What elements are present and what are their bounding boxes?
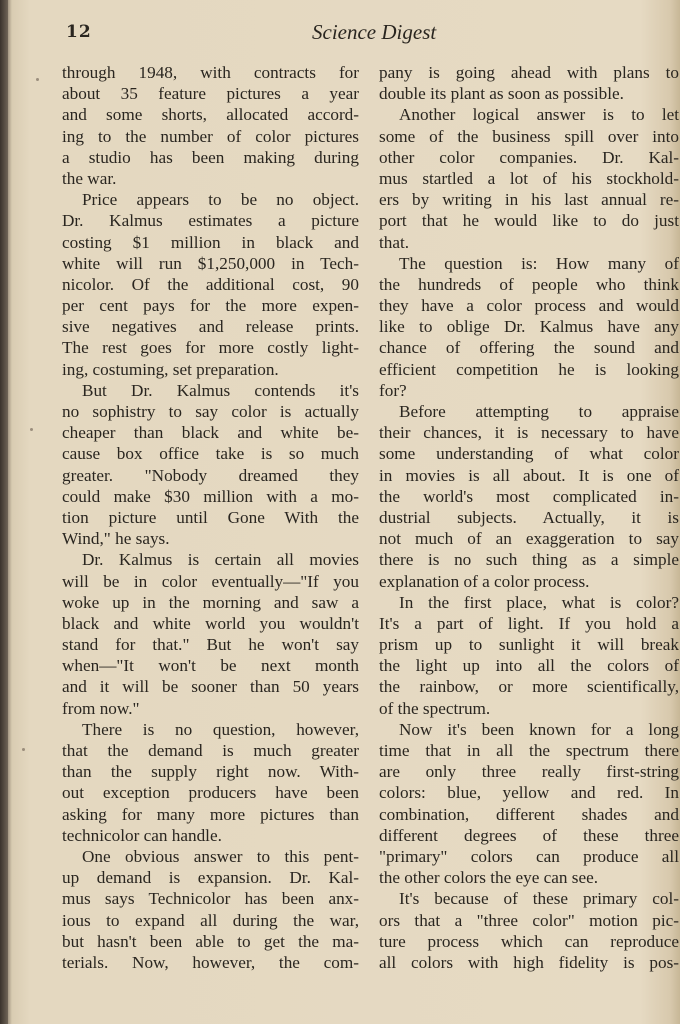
right-column-line: pany is going ahead with plans to: [379, 63, 679, 82]
left-column-line: stand for that." But he won't say: [62, 635, 359, 655]
right-column-line: there is no such thing as a simple: [379, 550, 679, 570]
paper-speck: [22, 748, 25, 751]
left-column-line: sive negatives and release prints.: [62, 317, 359, 337]
right-column-line: some of the business spill over into: [379, 126, 679, 146]
right-column-line: like to oblige Dr. Kalmus have any: [379, 317, 679, 337]
left-column-line: technicolor can handle.: [62, 825, 222, 845]
right-column-line: all colors with high fidelity is pos-: [379, 952, 679, 972]
left-column-line: cheaper than black and white be-: [62, 423, 359, 443]
right-column-line: the rainbow, or more scientifically,: [379, 677, 679, 697]
right-column-line: different degrees of these three: [379, 825, 679, 845]
left-column-line: ing, costuming, set preparation.: [62, 359, 279, 379]
left-column-line: costing $1 million in black and: [62, 232, 359, 252]
left-column-line: the war.: [62, 168, 117, 188]
paper-speck: [30, 428, 33, 431]
right-column-line: the world's most complicated in-: [379, 486, 679, 506]
left-column-line: that the demand is much greater: [62, 741, 359, 760]
binding-spine: [0, 0, 8, 1024]
left-column-line: mus says Technicolor has been anx-: [62, 889, 359, 909]
left-column-line: asking for many more pictures than: [62, 804, 359, 824]
left-column-line: Dr. Kalmus is certain all movies: [82, 550, 359, 570]
left-column-line: than the supply right now. With-: [62, 762, 359, 782]
right-column-line: explanation of a color process.: [379, 571, 590, 591]
right-column-line: It's a part of light. If you hold a: [379, 613, 679, 633]
right-column-line: that.: [379, 232, 410, 252]
left-column-line: no sophistry to say color is actually: [62, 402, 359, 421]
left-column-line: There is no question, however,: [82, 719, 359, 739]
right-column-line: the light up into all the colors of: [379, 656, 679, 676]
left-column-line: The rest goes for more costly light-: [62, 338, 359, 358]
right-column-line: mus startled a lot of his stockhold-: [379, 168, 679, 188]
paper-speck: [36, 78, 39, 81]
left-column-line: ious to expand all during the war,: [62, 910, 359, 930]
right-column-line: Before attempting to appraise: [399, 402, 679, 421]
left-column-line: black and white world you wouldn't: [62, 613, 359, 633]
left-column-line: and some shorts, allocated accord-: [62, 105, 359, 125]
left-column-line: Wind," he says.: [62, 529, 170, 549]
left-column-line: One obvious answer to this pent-: [82, 846, 359, 866]
right-column-line: ors that a "three color" motion pic-: [379, 910, 679, 930]
left-column-line: but hasn't been able to get the ma-: [62, 931, 359, 951]
right-column-line: The question is: How many of: [399, 253, 679, 273]
right-column-line: port that he would like to do just: [379, 211, 679, 231]
right-column-line: for?: [379, 380, 407, 400]
left-column-line: Price appears to be no object.: [82, 190, 359, 210]
right-column-line: combination, different shades and: [379, 804, 679, 824]
right-column-line: ture process which can reproduce: [379, 931, 679, 951]
right-text-column: [379, 62, 679, 973]
right-column-line: of the spectrum.: [379, 698, 491, 718]
left-column-line: will be in color eventually—"If you: [62, 571, 359, 591]
left-column-line: woke up in the morning and saw a: [62, 592, 359, 612]
journal-title: Science Digest: [312, 20, 437, 44]
right-column-line: the hundreds of people who think: [379, 274, 679, 294]
right-column-line: dustrial subjects. Actually, it is: [379, 507, 679, 527]
right-column-line: "primary" colors can produce all: [379, 846, 679, 866]
left-column-line: from now.": [62, 698, 140, 718]
left-column-line: could make $30 million with a mo-: [62, 486, 359, 506]
left-column-line: greater. "Nobody dreamed they: [62, 465, 359, 485]
left-text-column: [62, 62, 359, 973]
right-column-line: Now it's been known for a long: [399, 719, 679, 739]
left-column-line: cause box office take is so much: [62, 444, 359, 464]
left-column-line: white will run $1,250,000 in Tech-: [62, 253, 359, 273]
right-column-line: chance of offering the sound and: [379, 338, 679, 358]
right-column-line: in movies is all about. It is one of: [379, 465, 679, 485]
right-column-line: some understanding of what color: [379, 444, 679, 464]
left-column-line: nicolor. Of the additional cost, 90: [62, 274, 359, 294]
right-column-line: In the first place, what is color?: [399, 592, 679, 612]
left-column-line: up demand is expansion. Dr. Kal-: [62, 868, 359, 888]
right-column-line: not much of an exaggeration to say: [379, 529, 679, 549]
right-column-line: ers by writing in his last annual re-: [379, 190, 679, 210]
left-column-line: when—"It won't be next month: [62, 656, 359, 676]
right-column-line: It's because of these primary col-: [399, 889, 679, 909]
left-column-line: a studio has been making during: [62, 147, 359, 167]
left-column-line: and it will be sooner than 50 years: [62, 677, 359, 697]
left-column-line: per cent pays for the more expen-: [62, 296, 359, 316]
right-column-line: time that in all the spectrum there: [379, 741, 679, 760]
right-column-line: other color companies. Dr. Kal-: [379, 147, 679, 167]
page-header: [0, 18, 680, 48]
left-column-line: about 35 feature pictures a year: [62, 84, 359, 104]
page-number: 12: [66, 22, 92, 42]
right-column-line: are only three really first-string: [379, 762, 679, 782]
right-column-line: Another logical answer is to let: [399, 105, 679, 125]
right-column-line: efficient competition he is looking: [379, 359, 679, 379]
left-column-line: ing to the number of color pictures: [62, 126, 359, 146]
left-column-line: tion picture until Gone With the: [62, 507, 359, 527]
right-column-line: the other colors the eye can see.: [379, 868, 599, 888]
left-column-line: But Dr. Kalmus contends it's: [82, 380, 359, 400]
left-column-line: Dr. Kalmus estimates a picture: [62, 211, 359, 231]
right-column-line: colors: blue, yellow and red. In: [379, 783, 679, 803]
right-column-line: their chances, it is necessary to have: [379, 423, 679, 443]
right-column-line: they have a color process and would: [379, 296, 679, 316]
right-column-line: prism up to sunlight it will break: [379, 635, 679, 655]
right-column-line: double its plant as soon as possible.: [379, 84, 624, 104]
left-column-line: through 1948, with contracts for: [62, 63, 359, 82]
left-column-line: out exception producers have been: [62, 783, 359, 803]
left-column-line: terials. Now, however, the com-: [62, 952, 359, 972]
